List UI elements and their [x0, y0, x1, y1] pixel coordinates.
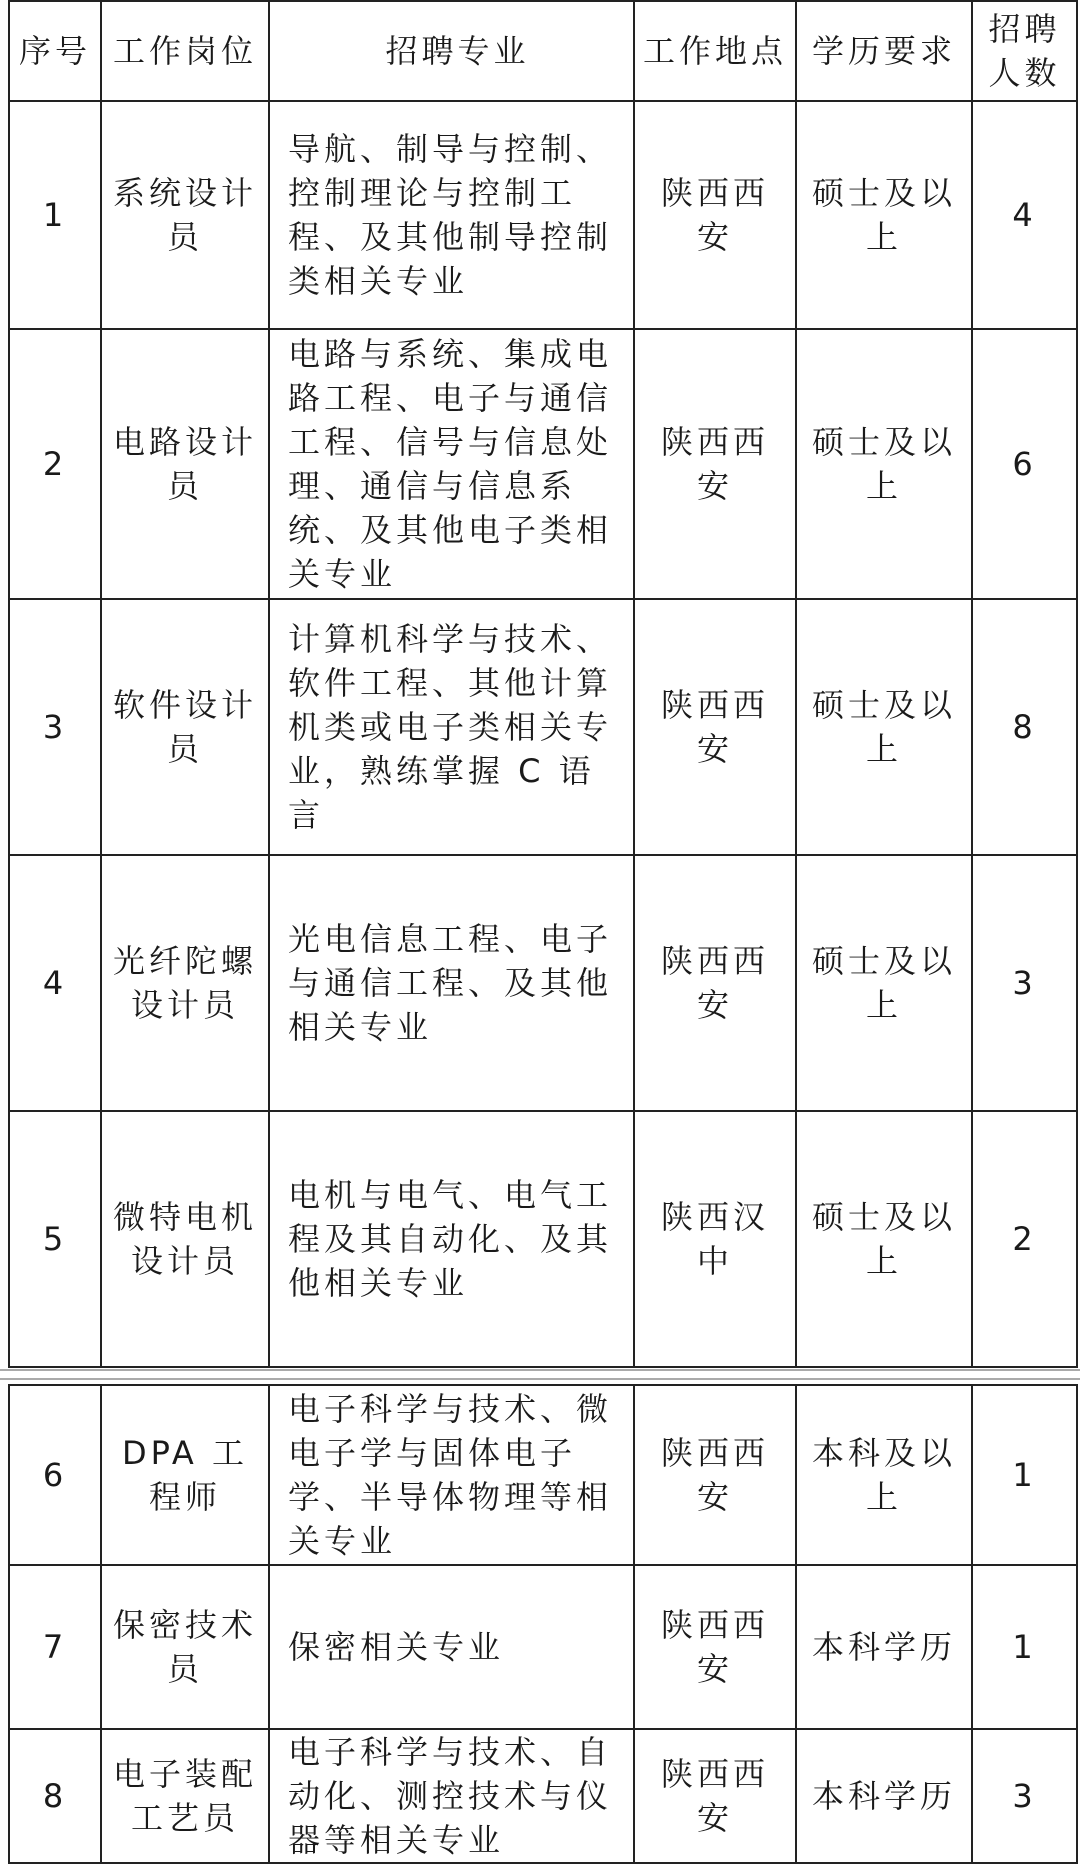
table-header-row	[9, 1, 1077, 101]
cell-education: 硕士及以上	[796, 329, 972, 599]
cell-count: 4	[972, 101, 1077, 329]
cell-location: 陕西西安	[634, 101, 796, 329]
cell-count: 1	[972, 1385, 1077, 1565]
cell-count: 2	[972, 1111, 1077, 1367]
cell-education: 硕士及以上	[796, 599, 972, 855]
header-location: 工作地点	[634, 1, 796, 101]
header-education: 学历要求	[796, 1, 972, 101]
recruitment-table-part-1	[8, 0, 1078, 1368]
cell-location: 陕西西安	[634, 1385, 796, 1565]
cell-major: 电子科学与技术、微电子学与固体电子学、半导体物理等相关专业	[269, 1385, 634, 1565]
cell-count: 3	[972, 1729, 1077, 1863]
table-row	[9, 101, 1077, 329]
table-row	[9, 599, 1077, 855]
header-major: 招聘专业	[269, 1, 634, 101]
cell-major: 电子科学与技术、自动化、测控技术与仪器等相关专业	[269, 1729, 634, 1863]
cell-serial: 5	[9, 1111, 101, 1367]
cell-location: 陕西西安	[634, 599, 796, 855]
header-count: 招聘人数	[972, 1, 1077, 101]
cell-education: 硕士及以上	[796, 1111, 972, 1367]
cell-count: 6	[972, 329, 1077, 599]
page-break-line	[0, 1378, 1080, 1380]
table-row	[9, 1385, 1077, 1565]
table-row	[9, 329, 1077, 599]
cell-major: 电路与系统、集成电路工程、电子与通信工程、信号与信息处理、通信与信息系统、及其他电子类相关专业	[269, 329, 634, 599]
cell-location: 陕西西安	[634, 329, 796, 599]
cell-count: 3	[972, 855, 1077, 1111]
header-post: 工作岗位	[101, 1, 269, 101]
cell-location: 陕西西安	[634, 1729, 796, 1863]
cell-count: 8	[972, 599, 1077, 855]
cell-serial: 4	[9, 855, 101, 1111]
cell-post: 保密技术员	[101, 1565, 269, 1729]
cell-post: DPA 工程师	[101, 1385, 269, 1565]
cell-major: 计算机科学与技术、软件工程、其他计算机类或电子类相关专业，熟练掌握 C 语言	[269, 599, 634, 855]
table-row	[9, 1729, 1077, 1863]
cell-serial: 8	[9, 1729, 101, 1863]
cell-major: 保密相关专业	[269, 1565, 634, 1729]
cell-education: 硕士及以上	[796, 101, 972, 329]
cell-education: 本科学历	[796, 1565, 972, 1729]
cell-count: 1	[972, 1565, 1077, 1729]
cell-education: 硕士及以上	[796, 855, 972, 1111]
table-row	[9, 855, 1077, 1111]
cell-education: 本科学历	[796, 1729, 972, 1863]
cell-serial: 2	[9, 329, 101, 599]
cell-serial: 6	[9, 1385, 101, 1565]
cell-location: 陕西西安	[634, 855, 796, 1111]
cell-serial: 7	[9, 1565, 101, 1729]
cell-post: 电子装配工艺员	[101, 1729, 269, 1863]
cell-serial: 1	[9, 101, 101, 329]
cell-post: 光纤陀螺设计员	[101, 855, 269, 1111]
cell-location: 陕西西安	[634, 1565, 796, 1729]
cell-location: 陕西汉中	[634, 1111, 796, 1367]
recruitment-table-part-2	[8, 1384, 1078, 1864]
table-row	[9, 1565, 1077, 1729]
table-row	[9, 1111, 1077, 1367]
cell-major: 电机与电气、电气工程及其自动化、及其他相关专业	[269, 1111, 634, 1367]
cell-education: 本科及以上	[796, 1385, 972, 1565]
cell-post: 软件设计员	[101, 599, 269, 855]
cell-major: 光电信息工程、电子与通信工程、及其他相关专业	[269, 855, 634, 1111]
cell-serial: 3	[9, 599, 101, 855]
cell-major: 导航、制导与控制、控制理论与控制工程、及其他制导控制类相关专业	[269, 101, 634, 329]
header-serial: 序号	[9, 1, 101, 101]
cell-post: 微特电机设计员	[101, 1111, 269, 1367]
page-break-line	[0, 1369, 1080, 1371]
cell-post: 电路设计员	[101, 329, 269, 599]
cell-post: 系统设计员	[101, 101, 269, 329]
